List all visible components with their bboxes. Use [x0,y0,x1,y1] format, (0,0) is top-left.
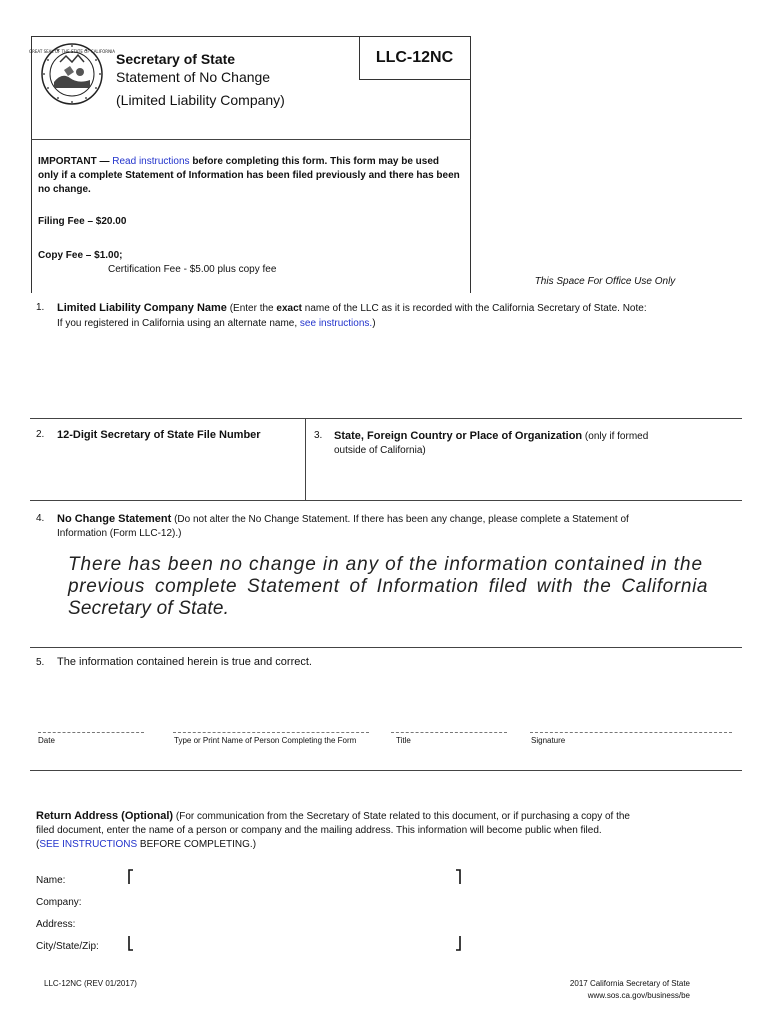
footer-url[interactable]: www.sos.ca.gov/business/be [587,991,690,1000]
item4-number: 4. [36,513,45,524]
name-label: Name: [36,875,66,886]
item5-text: The information contained herein is true and correct. [57,656,312,668]
address-field[interactable] [132,914,457,934]
item4-note-a: (Do not alter the No Change Statement. If there has been any change, please complete a Statement of [174,514,629,525]
item2-title: 12-Digit Secretary of State File Number [57,429,261,441]
item1-text-b: name of the LLC as it is recorded with the California Secretary of State. Note: [304,303,647,314]
item3-note-b: outside of California) [334,445,426,456]
item1-title: Limited Liability Company Name [57,302,227,314]
date-label: Date [38,736,55,745]
item5-number: 5. [36,657,45,668]
divider-2 [30,500,742,501]
city-state-zip-label: City/State/Zip: [36,941,99,952]
state-of-organization-field[interactable] [308,460,742,498]
item3-number: 3. [314,430,323,441]
file-number-field[interactable] [30,446,302,498]
statement-title: Statement of No Change [116,69,271,85]
copyright: 2017 California Secretary of State [569,979,690,988]
see-instructions-caps-link[interactable]: SEE INSTRUCTIONS [39,839,138,850]
title-label: Title [396,736,411,745]
return-address-title: Return Address (Optional) [36,810,174,822]
header-divider [31,139,471,140]
return-address-text-c: BEFORE COMPLETING.) [139,839,257,850]
name-field[interactable] [132,870,457,890]
divider-1 [30,418,742,419]
copy-fee-label: Copy Fee – $1.00; [38,250,123,261]
item3-note-a: (only if formed [584,431,649,442]
item1-text-c: If you registered in California using an alternate name, [57,318,298,329]
no-change-statement-line-3: Secretary of State. [68,598,230,619]
copy-fee [38,249,122,263]
entity-type: (Limited Liability Company) [116,92,285,108]
certification-fee: Certification Fee - $5.00 plus copy fee [108,264,277,275]
no-change-statement-line-2: previous complete Statement of Information filed with the California [68,576,709,597]
important-text: before completing this form. This form may be used only if a complete Statement of Information has been filed previously and there has been no change. [38,156,460,195]
signature-line[interactable] [530,732,732,733]
title-line[interactable] [391,732,507,733]
city-state-zip-field[interactable] [132,936,457,956]
address-label: Address: [36,919,76,930]
return-address-text-b: filed document, enter the name of a person or company and the mailing address. This information will become public when filed. [36,825,602,836]
print-name-line[interactable] [173,732,369,733]
item4-title: No Change Statement [57,513,172,525]
divider-3 [30,647,742,648]
date-line[interactable] [38,732,144,733]
item3-title: State, Foreign Country or Place of Organization [334,430,583,442]
office-use-label: This Space For Office Use Only [534,276,676,287]
item2-number: 2. [36,429,45,440]
company-field[interactable] [132,892,457,912]
return-address-heading [36,809,741,824]
divider-4 [30,770,742,771]
return-address-open: ( [36,839,40,850]
item1-number: 1. [36,302,45,313]
item1-text-exact: exact [276,303,302,314]
seal-text: GREAT SEAL OF THE STATE OF CALIFORNIA [29,49,115,54]
item1-close: ) [372,318,376,329]
llc-name-field[interactable] [30,335,742,417]
item3-heading [334,429,744,444]
form-number: LLC-12NC [375,49,454,66]
company-label: Company: [36,897,82,908]
revision-label: LLC-12NC (REV 01/2017) [44,979,137,988]
see-instructions-link[interactable]: see instructions. [299,318,373,329]
important-lead: IMPORTANT — [38,156,110,167]
return-address-instructions [36,838,256,852]
return-address-text-a: (For communication from the Secretary of State related to this document, or if purchasing a copy of the [175,811,630,822]
item4-note-b: Information (Form LLC-12).) [57,528,182,539]
item1-heading [57,301,747,316]
important-notice [38,155,462,197]
divider-vertical [305,418,306,500]
print-name-label: Type or Print Name of Person Completing the Form [174,736,357,745]
item1-note [57,317,376,331]
agency-title: Secretary of State [116,51,236,67]
signature-label: Signature [531,736,566,745]
read-instructions-link[interactable]: Read instructions [112,156,190,167]
item4-heading [57,512,747,527]
item1-text-a: (Enter the [229,303,274,314]
state-seal-icon [29,42,115,106]
no-change-statement-line-1: There has been no change in any of the information contained in the [68,554,703,575]
filing-fee: Filing Fee – $20.00 [38,216,127,227]
